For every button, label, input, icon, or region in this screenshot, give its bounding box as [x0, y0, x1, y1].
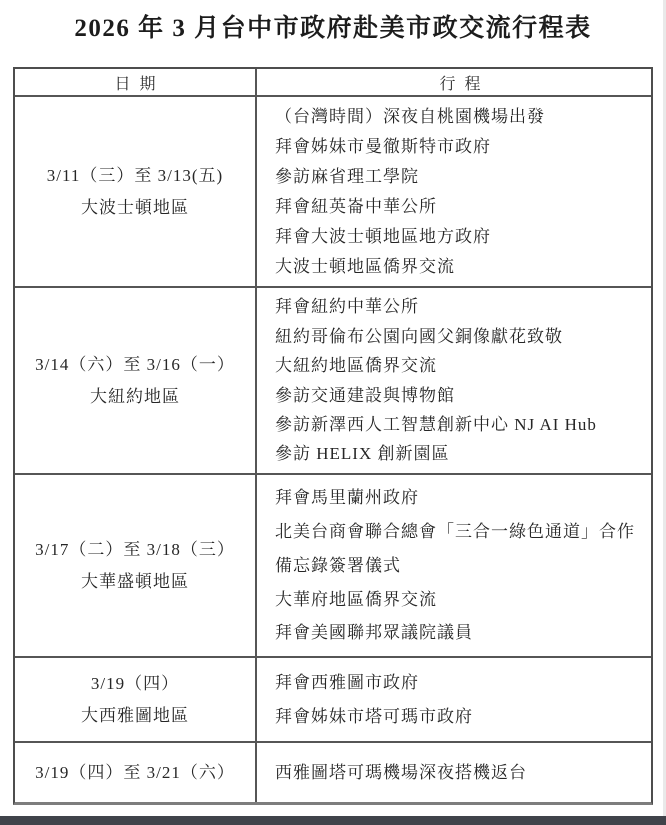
bottom-scan-bar — [0, 816, 666, 825]
date-cell — [15, 97, 257, 286]
itinerary-item: 參訪新澤西人工智慧創新中心 NJ AI Hub — [275, 415, 597, 435]
table-row — [15, 288, 651, 475]
date-cell — [15, 743, 257, 802]
itinerary-item: 拜會紐英崙中華公所 — [275, 196, 437, 216]
region-label: 大紐約地區 — [90, 387, 180, 406]
region-label: 大華盛頓地區 — [81, 572, 189, 591]
itinerary-item: 大波士頓地區僑界交流 — [275, 256, 455, 276]
date-cell — [15, 475, 257, 656]
itinerary-item: 拜會西雅圖市政府 — [275, 672, 419, 692]
table-row — [15, 743, 651, 802]
region-label: 大西雅圖地區 — [81, 706, 189, 725]
date-range: 3/19（四） — [90, 673, 180, 693]
itinerary-cell — [257, 658, 651, 741]
itinerary-item: 大華府地區僑界交流 — [275, 589, 437, 609]
itinerary-item: 參訪 HELIX 創新園區 — [275, 444, 450, 464]
date-range: 3/19（四）至 3/21（六） — [35, 762, 235, 782]
itinerary-cell — [257, 475, 651, 656]
itinerary-item: （台灣時間）深夜自桃園機場出發 — [275, 106, 545, 126]
date-cell — [15, 288, 257, 473]
date-range: 3/11（三）至 3/13(五) — [46, 165, 224, 185]
itinerary-item: 拜會姊妹市曼徹斯特市政府 — [275, 136, 491, 156]
table-row — [15, 97, 651, 288]
itinerary-column-header: 行程 — [439, 75, 490, 93]
date-range: 3/14（六）至 3/16（一） — [35, 354, 235, 374]
itinerary-item: 西雅圖塔可瑪機場深夜搭機返台 — [275, 762, 527, 782]
itinerary-item: 拜會紐約中華公所 — [275, 297, 419, 317]
date-cell — [15, 658, 257, 741]
region-label: 大波士頓地區 — [81, 198, 189, 217]
itinerary-item: 拜會美國聯邦眾議院議員 — [275, 623, 473, 643]
itinerary-table — [13, 67, 653, 805]
itinerary-item: 參訪麻省理工學院 — [275, 166, 419, 186]
itinerary-item: 拜會馬里蘭州政府 — [275, 488, 419, 508]
itinerary-item: 北美台商會聯合總會「三合一綠色通道」合作 — [275, 522, 635, 542]
itinerary-cell — [257, 743, 651, 802]
itinerary-item: 拜會大波士頓地區地方政府 — [275, 226, 491, 246]
table-row — [15, 475, 651, 658]
itinerary-item: 紐約哥倫布公園向國父銅像獻花致敬 — [275, 326, 563, 346]
itinerary-cell — [257, 97, 651, 286]
page-title: 2026 年 3 月台中市政府赴美市政交流行程表 — [74, 15, 592, 42]
itinerary-cell — [257, 288, 651, 473]
date-range: 3/17（二）至 3/18（三） — [35, 539, 235, 559]
itinerary-item: 拜會姊妹市塔可瑪市政府 — [275, 707, 473, 727]
itinerary-item: 大紐約地區僑界交流 — [275, 356, 437, 376]
itinerary-item: 備忘錄簽署儀式 — [275, 555, 401, 575]
date-column-header: 日期 — [114, 75, 165, 93]
itinerary-item: 參訪交通建設與博物館 — [275, 385, 455, 405]
table-header-row — [15, 69, 651, 97]
header-date-cell — [15, 69, 257, 95]
header-itinerary-cell — [257, 69, 651, 95]
table-row — [15, 658, 651, 743]
